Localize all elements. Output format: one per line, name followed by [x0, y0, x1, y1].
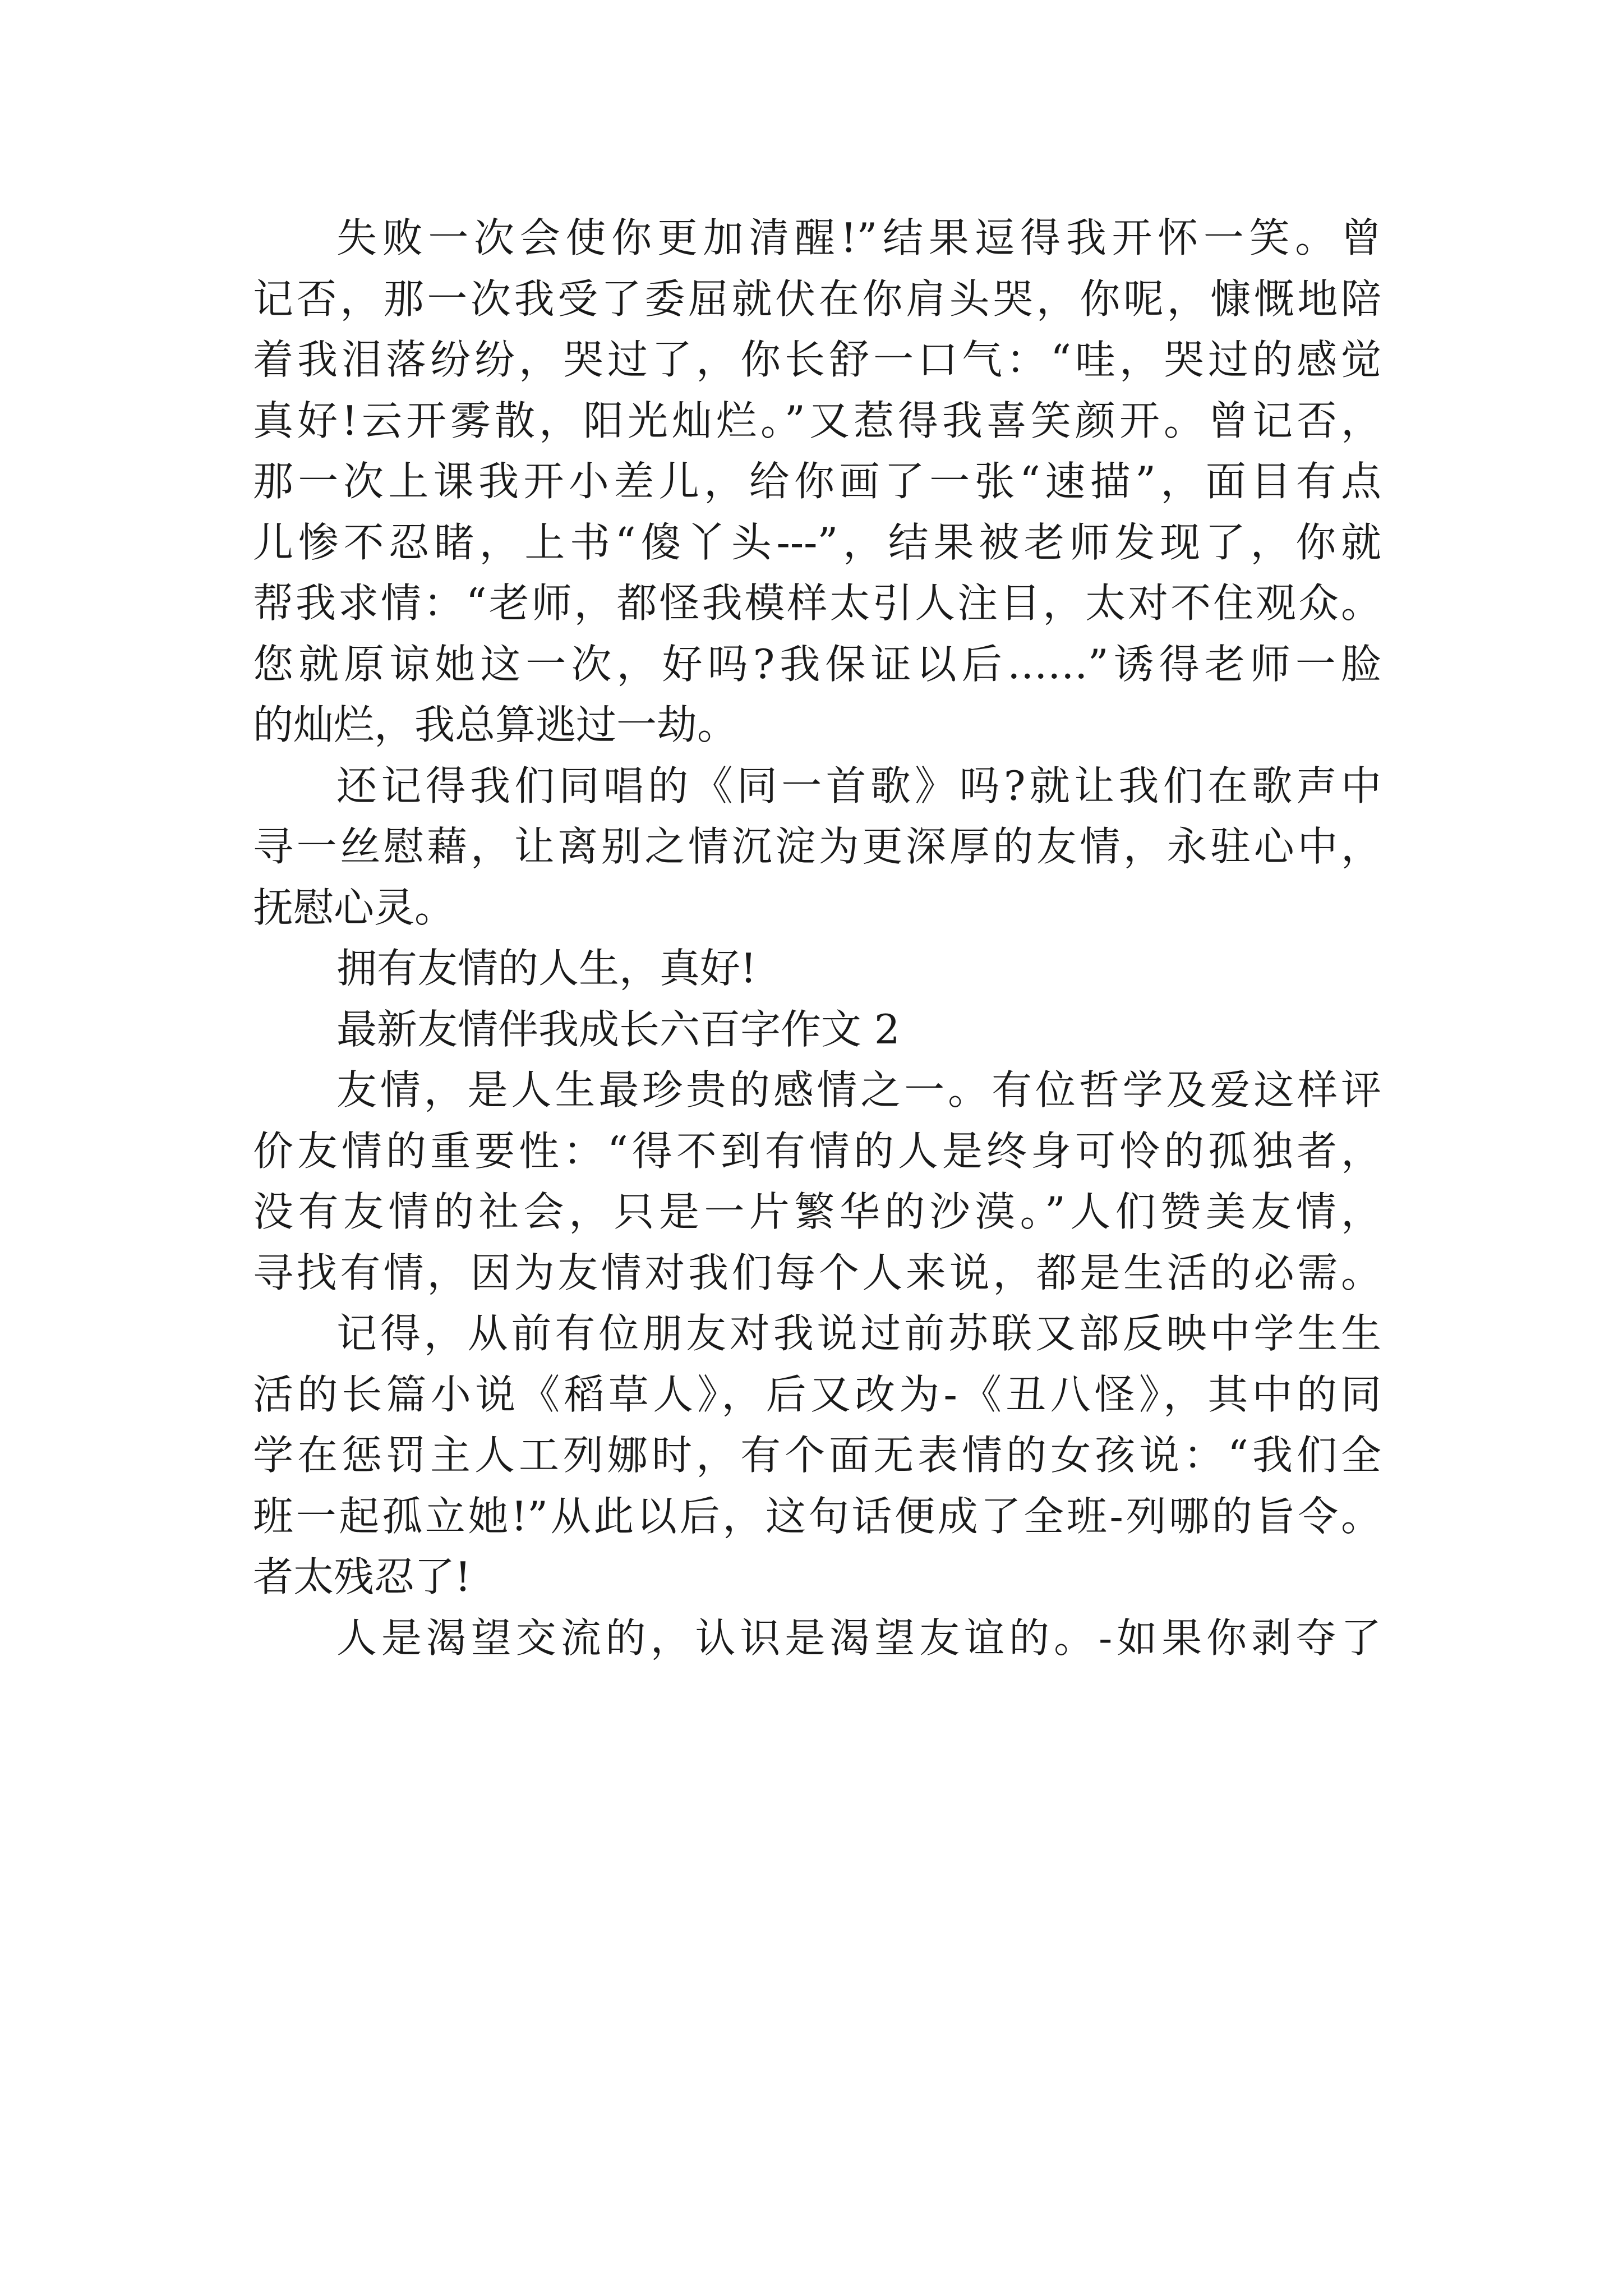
text-line: 拥有友情的人生，真好!	[336, 945, 757, 992]
text-line: 您就原谅她这一次，好吗?我保证以后……”诱得老师一脸	[253, 640, 1381, 688]
text-line: 寻一丝慰藉，让离别之情沉淀为更深厚的友情，永驻心中，	[253, 823, 1381, 870]
text-line: 还记得我们同唱的《同一首歌》吗?就让我们在歌声中	[336, 762, 1381, 809]
text-line: 活的长篇小说《稻草人》，后又改为-《丑八怪》，其中的同	[253, 1370, 1381, 1418]
text-line: 帮我求情：“老师，都怪我模样太引人注目，太对不住观众。	[253, 579, 1381, 627]
text-line: 那一次上课我开小差儿，给你画了一张“速描”，面目有点	[253, 458, 1381, 505]
text-line: 儿惨不忍睹，上书“傻丫头---”，结果被老师发现了，你就	[253, 518, 1381, 566]
text-line: 寻找有情，因为友情对我们每个人来说，都是生活的必需。	[253, 1249, 1381, 1296]
text-line: 友情，是人生最珍贵的感情之一。有位哲学及爱这样评	[336, 1066, 1381, 1114]
text-line: 没有友情的社会，只是一片繁华的沙漠。”人们赞美友情，	[253, 1188, 1381, 1235]
text-line: 记得，从前有位朋友对我说过前苏联又部反映中学生生	[336, 1310, 1381, 1357]
text-line: 学在惩罚主人工列娜时，有个面无表情的女孩说：“我们全	[253, 1432, 1381, 1479]
text-line: 记否，那一次我受了委屈就伏在你肩头哭，你呢，慷慨地陪	[253, 275, 1381, 323]
text-line: 价友情的重要性：“得不到有情的人是终身可怜的孤独者，	[253, 1127, 1381, 1175]
text-line: 者太残忍了!	[253, 1553, 471, 1600]
text-line: 抚慰心灵。	[253, 884, 455, 931]
text-line: 的灿烂，我总算逃过一劫。	[253, 701, 738, 748]
text-line: 班一起孤立她!”从此以后，这句话便成了全班-列哪的旨令。	[253, 1492, 1381, 1540]
text-line: 真好!云开雾散，阳光灿烂。”又惹得我喜笑颜开。曾记否，	[253, 397, 1381, 444]
text-line: 人是渴望交流的，认识是渴望友谊的。-如果你剥夺了	[336, 1614, 1381, 1662]
document-body	[253, 208, 1381, 1668]
text-line: 着我泪落纷纷，哭过了，你长舒一口气：“哇，哭过的感觉	[253, 336, 1381, 383]
section-heading: 最新友情伴我成长六百字作文 2	[336, 1005, 900, 1053]
text-line: 失败一次会使你更加清醒!”结果逗得我开怀一笑。曾	[336, 214, 1381, 261]
